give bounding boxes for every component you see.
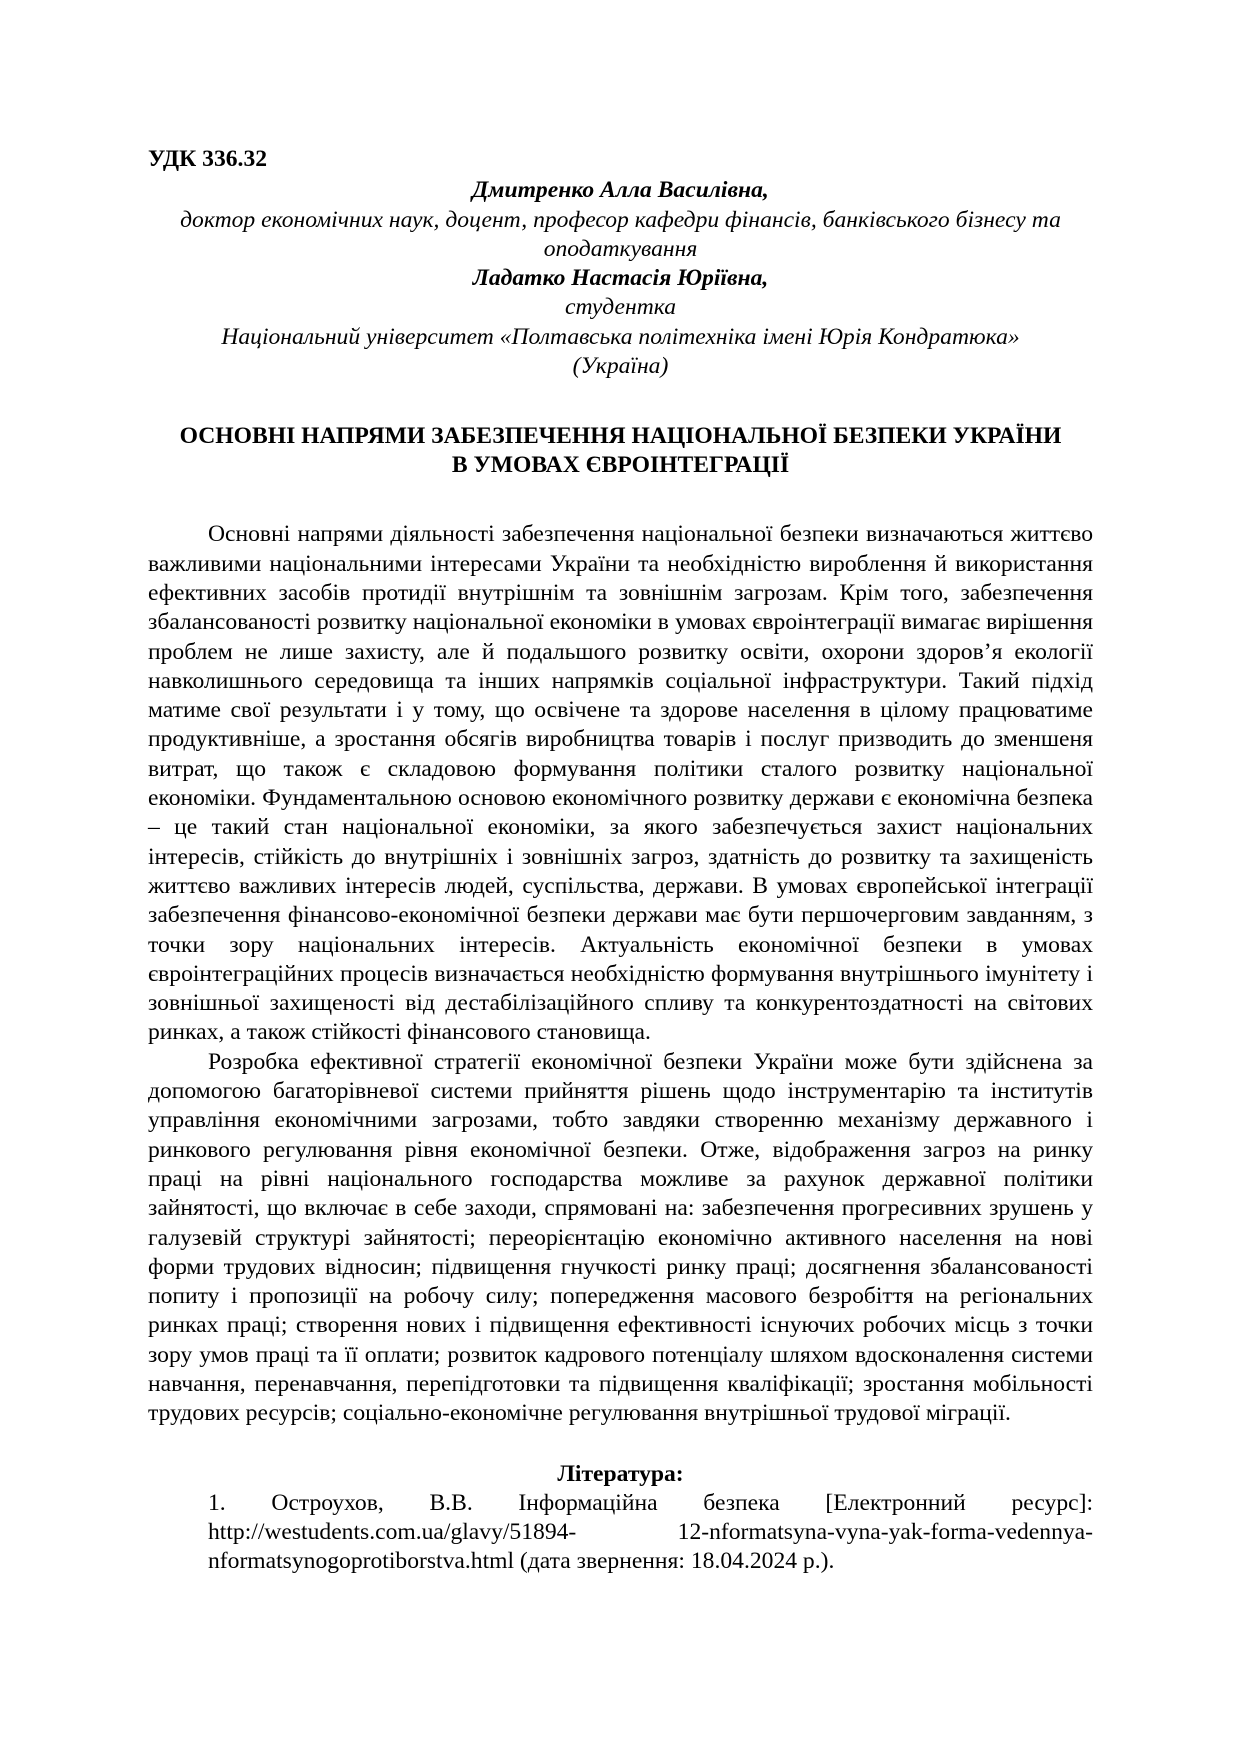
reference-item-1-line-3: nformatsynogoprotiborstva.html (дата звернення: 18.04.2024 р.). <box>208 1548 835 1575</box>
author-name-1: Дмитренко Алла Василівна, <box>472 177 769 204</box>
author-position-1-line-2: оподаткування <box>543 235 698 262</box>
author-position-2: студентка <box>564 294 676 321</box>
article-title <box>148 422 1093 480</box>
reference-item-1-url-line: http://westudents.com.ua/glavy/51894- 12-nformatsyna-vyna-yak-forma-vedennya- <box>208 1519 1093 1546</box>
reference-item-1-line-1: 1. Остроухов, В.В. Інформаційна безпека [Електронний ресурс]: <box>208 1489 1093 1516</box>
references-heading: Література: <box>557 1460 684 1487</box>
article-title-line-1: ОСНОВНІ НАПРЯМИ ЗАБЕЗПЕЧЕННЯ НАЦІОНАЛЬНОЇ БЕЗПЕКИ УКРАЇНИ <box>179 423 1062 450</box>
udc-code: УДК 336.32 <box>148 146 268 172</box>
affiliation: Національний університет «Полтавська політехніка імені Юрія Кондратюка» <box>221 323 1020 350</box>
country: (Україна) <box>572 353 669 380</box>
article-title-line-2: В УМОВАХ ЄВРОІНТЕГРАЦІЇ <box>451 452 790 479</box>
body-paragraph-1: Основні напрями діяльності забезпечення національної безпеки визначаються життєво важливими національними інтересами України та необхідністю вироблення й використання ефективних засобів протидії внутрішнім та зовнішнім загрозам. Крім того, забезпечення збалансованості розвитку національної економіки в умовах євроінтеграції вимагає вирішення проблем не лише захисту, але й подальшого розвитку освіти, охорони здоров’я екології навколишнього середовища та інших напрямків соціальної інфраструктури. Такий підхід матиме свої результати і у тому, що освічене та здорове населення в цілому працюватиме продуктивніше, а зростання обсягів виробництва товарів і послуг призводить до зменшеня витрат, що також є складовою формування політики сталого розвитку національної економіки. Фундаментальною основою економічного розвитку держави є економічна безпека – це такий стан національної економіки, за якого забезпечується захист національних інтересів, стійкість до внутрішніх і зовнішніх загроз, здатність до розвитку та захищеність життєво важливих інтересів людей, суспільства, держави. В умовах європейської інтеграції забезпечення фінансово-економічної безпеки держави має бути першочерговим завданням, з точки зору національних інтересів. Актуальність економічної безпеки в умовах євроінтеграційних процесів визначається необхідністю формування внутрішнього імунітету і зовнішньої захищеності від дестабілізаційного спливу та конкурентоздатності на світових ринках, а також стійкості фінансового становища. <box>148 521 1093 1046</box>
reference-item-1 <box>148 1489 1093 1577</box>
author-position-1-line-1: доктор економічних наук, доцент, професор кафедри фінансів, банківського бізнесу та <box>180 206 1061 233</box>
body-paragraph-2: Розробка ефективної стратегії економічної безпеки України може бути здійснена за допомогою багаторівневої системи прийняття рішень щодо інструментарію та інститутів управління економічними загрозами, тобто завдяки створенню механізму державного і ринкового регулювання рівня економічної безпеки. Отже, відображення загроз на ринку праці на рівні національного господарства можливе за рахунок державної політики зайнятості, що включає в себе заходи, спрямовані на: забезпечення прогресивних зрушень у галузевій структурі зайнятості; переорієнтацію економічно активного населення на нові форми трудових відносин; підвищення гнучкості ринку праці; досягнення збалансованості попиту і пропозиції на робочу силу; попередження масового безробіття на регіональних ринках праці; створення нових і підвищення ефективності існуючих робочих місць з точки зору умов праці та її оплати; розвиток кадрового потенціалу шляхом вдосконалення системи навчання, перенавчання, перепідготовки та підвищення кваліфікації; зростання мобільності трудових ресурсів; соціально-економічне регулювання внутрішньої трудової міграції. <box>148 1048 1093 1427</box>
author-name-2: Ладатко Настасія Юріївна, <box>472 265 769 292</box>
document-page <box>148 145 1093 1577</box>
